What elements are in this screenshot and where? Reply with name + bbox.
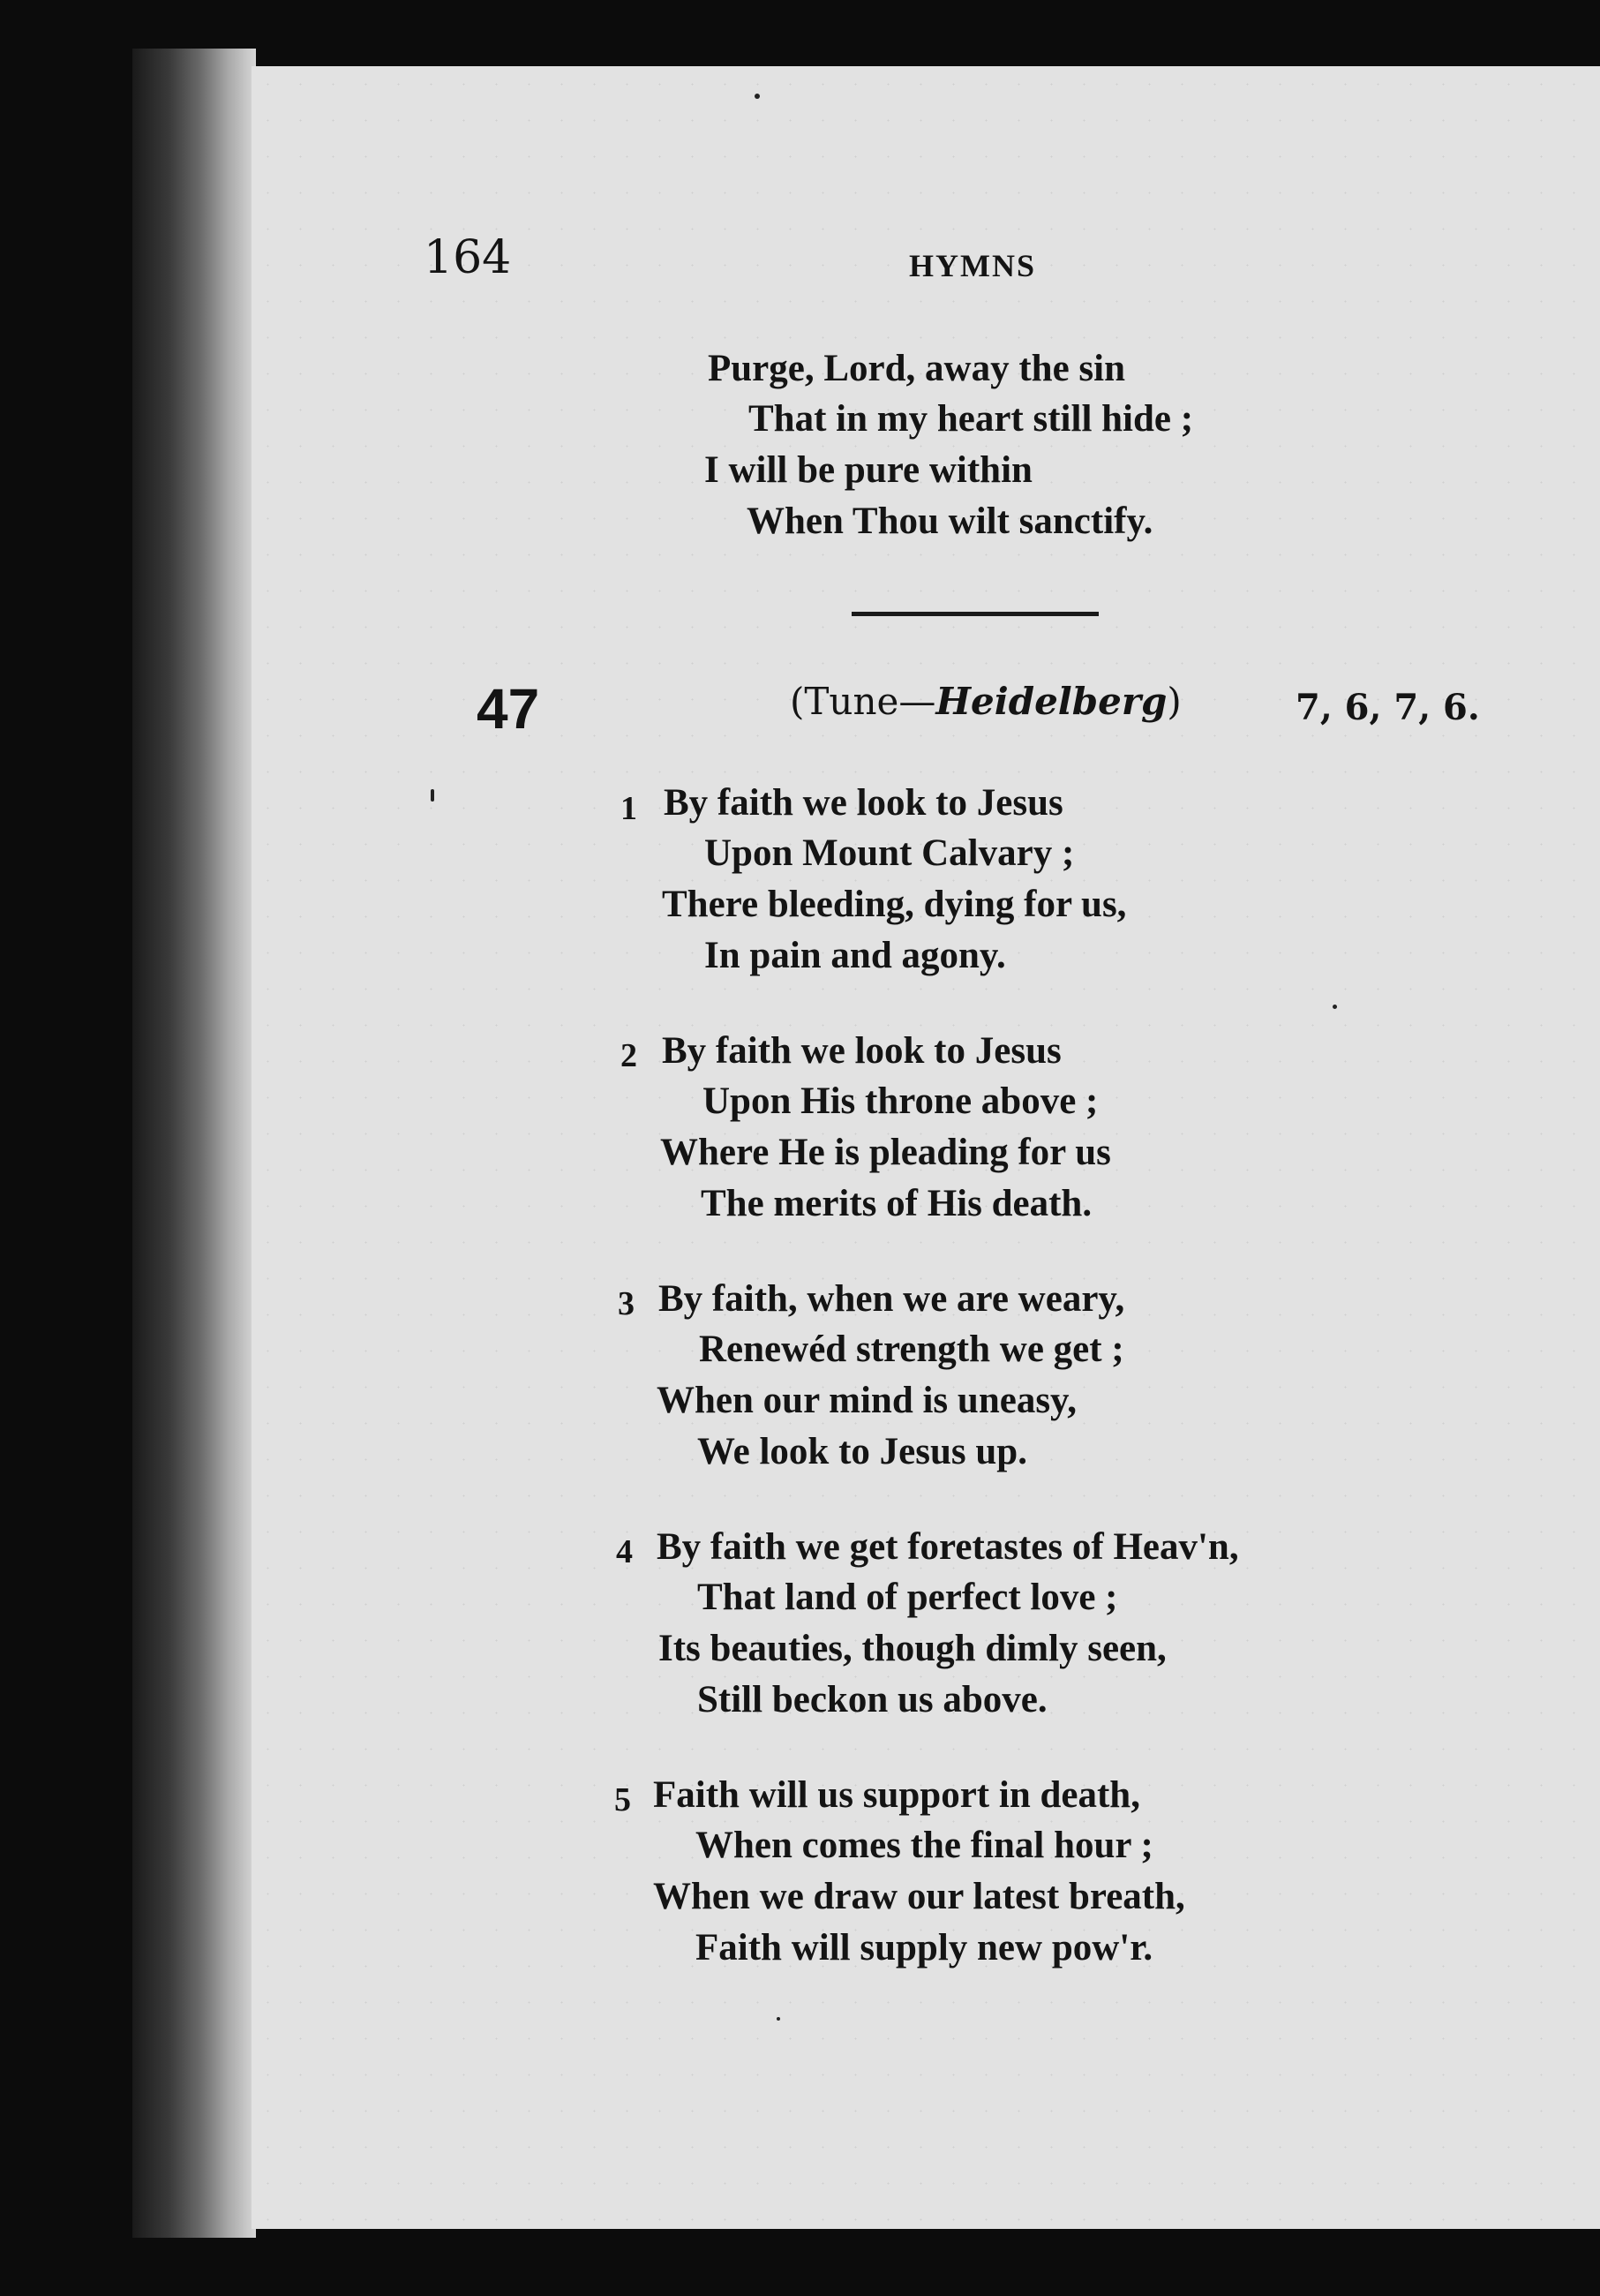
prev-stanza-line-2: That in my heart still hide ; [748,398,1194,440]
verse-3-line-1: By faith, when we are weary, [658,1278,1125,1320]
verse-2-line-3: Where He is pleading for us [660,1132,1111,1173]
verse-1-line-3: There bleeding, dying for us, [662,884,1127,925]
verse-2-line-1: By faith we look to Jesus [662,1030,1062,1072]
verse-1-line-2: Upon Mount Calvary ; [704,832,1075,874]
verse-number: 4 [616,1533,633,1570]
book-gutter-shadow [132,49,256,2238]
page-number: 164 [424,231,512,284]
section-divider [852,612,1099,616]
scan-speck [777,2017,780,2021]
verse-number: 2 [620,1037,637,1074]
hymn-meter: 7, 6, 7, 6. [1296,687,1480,728]
hymn-number: 47 [477,677,540,741]
verse-1-line-1: By faith we look to Jesus [664,782,1063,824]
verse-5-line-4: Faith will supply new pow'r. [695,1927,1153,1969]
tune-prefix: (Tune— [790,680,936,723]
running-head: HYMNS [909,248,1036,283]
verse-4-line-4: Still beckon us above. [697,1679,1048,1720]
scan-speck [755,94,760,99]
verse-3-line-4: We look to Jesus up. [697,1431,1027,1472]
verse-5-line-1: Faith will us support in death, [653,1774,1140,1816]
prev-stanza-line-4: When Thou wilt sanctify. [747,501,1153,542]
verse-4-line-2: That land of perfect love ; [697,1577,1118,1618]
verse-5-line-2: When comes the final hour ; [695,1825,1153,1866]
verse-4-line-3: Its beauties, though dimly seen, [658,1628,1167,1669]
verse-3-line-2: Renewéd strength we get ; [699,1329,1124,1370]
tune-suffix: ) [1167,680,1182,723]
prev-stanza-line-3: I will be pure within [704,449,1033,491]
tune-name: Heidelberg [935,680,1168,723]
verse-number: 3 [618,1285,635,1322]
verse-number: 1 [620,790,637,827]
verse-2-line-2: Upon His throne above ; [702,1080,1099,1122]
prev-stanza-line-1: Purge, Lord, away the sin [708,348,1125,389]
verse-1-line-4: In pain and agony. [704,935,1006,976]
tune-label [790,680,1182,723]
verse-4-line-1: By faith we get foretastes of Heav'n, [657,1526,1239,1568]
verse-3-line-3: When our mind is uneasy, [657,1380,1077,1421]
scan-speck [431,789,434,802]
verse-2-line-4: The merits of His death. [701,1183,1093,1224]
scan-speck [1333,1005,1337,1009]
verse-5-line-3: When we draw our latest breath, [653,1876,1185,1917]
verse-number: 5 [614,1781,631,1818]
